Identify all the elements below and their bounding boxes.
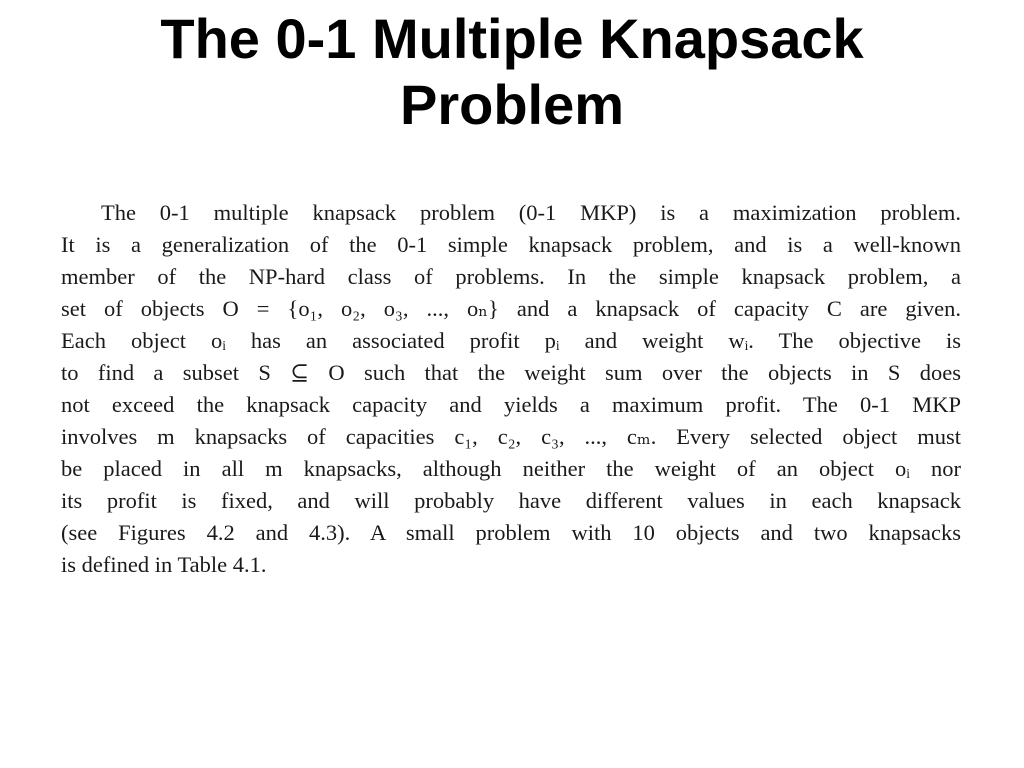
paragraph-line: set of objects O = {o₁, o₂, o₃, ..., oₙ} and a knapsack of capacity C are given. [61,296,961,321]
paragraph-line: member of the NP-hard class of problems. In the simple knapsack problem, a [61,264,961,289]
paragraph-line: not exceed the knapsack capacity and yields a maximum profit. The 0-1 MKP [61,392,961,417]
paragraph-line: It is a generalization of the 0-1 simple knapsack problem, and is a well-known [61,232,961,257]
paragraph-line: to find a subset S ⊆ O such that the weight sum over the objects in S does [61,360,961,385]
paragraph-line: (see Figures 4.2 and 4.3). A small problem with 10 objects and two knapsacks [61,520,961,545]
body-paragraph [61,197,961,581]
paragraph-line: be placed in all m knapsacks, although neither the weight of an object oᵢ nor [61,456,961,481]
paragraph-line: The 0-1 multiple knapsack problem (0-1 MKP) is a maximization problem. [101,200,961,225]
slide-title-line: Problem [399,73,625,136]
slide-title [0,6,1024,138]
slide-title-line: The 0-1 Multiple Knapsack [160,7,864,70]
paragraph-line: involves m knapsacks of capacities c₁, c₂, c₃, ..., cₘ. Every selected object must [61,424,961,449]
paragraph-line: Each object oᵢ has an associated profit pᵢ and weight wᵢ. The objective is [61,328,961,353]
paragraph-line: is defined in Table 4.1. [61,552,267,577]
paragraph-line: its profit is fixed, and will probably have different values in each knapsack [61,488,961,513]
